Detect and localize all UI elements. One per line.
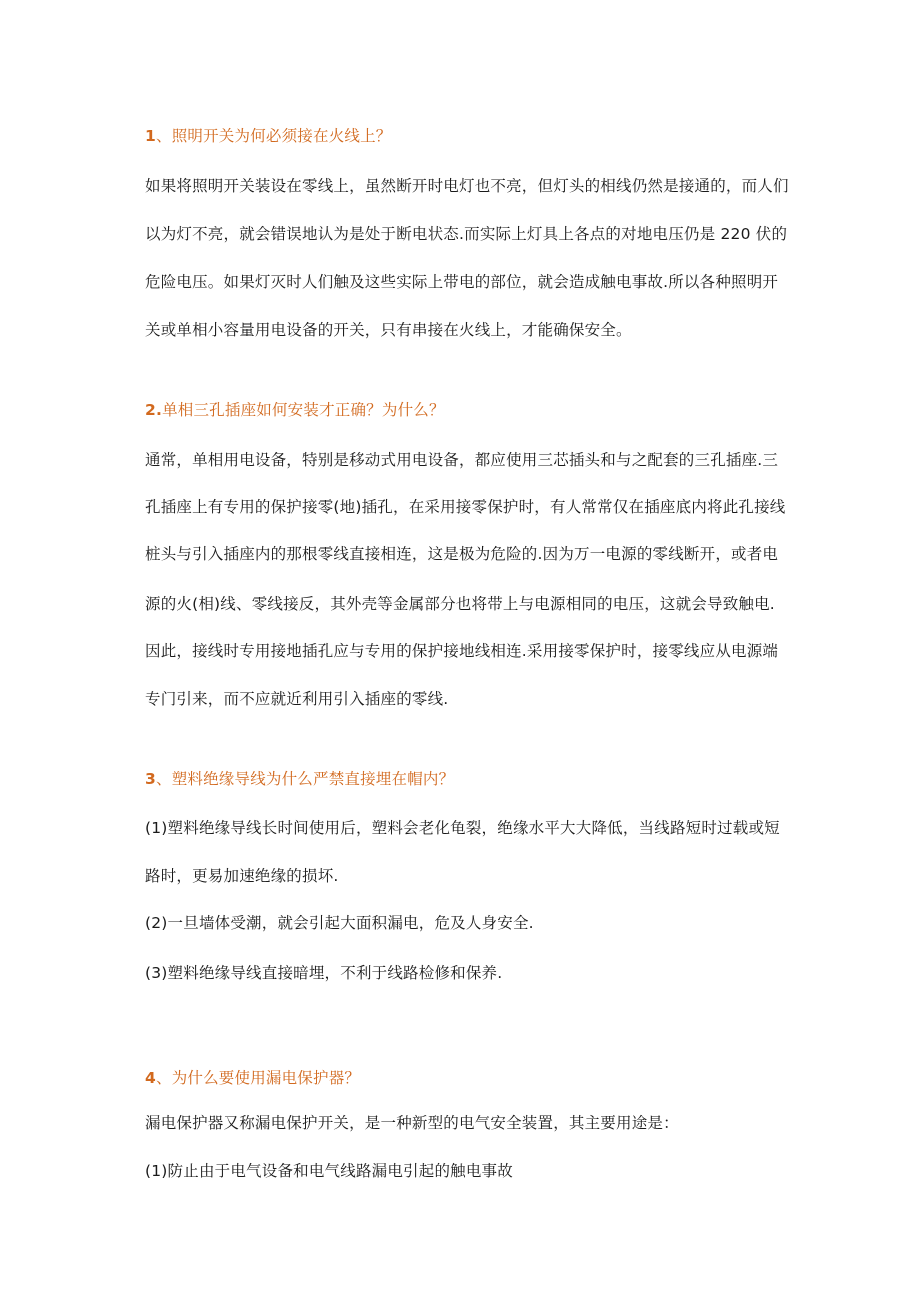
section-4-line-1: 漏电保护器又称漏电保护开关，是一种新型的电气安全装置，其主要用途是： (145, 1114, 679, 1132)
section-4-number: 4 (145, 1069, 156, 1087)
section-1-line-4: 关或单相小容量用电设备的开关，只有串接在火线上，才能确保安全。 (145, 321, 632, 339)
section-2-line-4: 源的火(相)线、零线接反，其外壳等金属部分也将带上与电源相同的电压，这就会导致触电. (145, 595, 775, 613)
section-3-title: 、塑料绝缘导线为什么严禁直接埋在帽内？ (156, 770, 455, 788)
section-4-title: 、为什么要使用漏电保护器？ (156, 1069, 361, 1087)
section-2-line-5: 因此，接线时专用接地插孔应与专用的保护接地线相连.采用接零保护时，接零线应从电源端 (145, 642, 779, 660)
section-3-line-4: (3)塑料绝缘导线直接暗埋，不利于线路检修和保养. (145, 964, 503, 982)
section-1-number: 1 (145, 127, 156, 145)
section-2-heading (145, 400, 785, 420)
section-2-line-2: 孔插座上有专用的保护接零(地)插孔，在采用接零保护时，有人常常仅在插座底内将此孔接线 (145, 498, 786, 516)
section-3-line-2: 路时，更易加速绝缘的损坏. (145, 867, 339, 885)
section-2-line-6: 专门引来，而不应就近利用引入插座的零线. (145, 690, 449, 708)
section-1-line-2: 以为灯不亮，就会错误地认为是处于断电状态.而实际上灯具上各点的对地电压仍是 220 伏的 (145, 225, 788, 243)
section-1-heading (145, 126, 785, 146)
section-1-line-3: 危险电压。如果灯灭时人们触及这些实际上带电的部位，就会造成触电事故.所以各种照明开 (145, 273, 779, 291)
section-3-number: 3 (145, 770, 156, 788)
section-2-number: 2. (145, 401, 163, 419)
section-2-title: 单相三孔插座如何安装才正确？为什么？ (162, 401, 445, 419)
section-2-line-3: 桩头与引入插座内的那根零线直接相连，这是极为危险的.因为万一电源的零线断开，或者电 (145, 545, 779, 563)
section-1-line-1: 如果将照明开关装设在零线上，虽然断开时电灯也不亮，但灯头的相线仍然是接通的，而人们 (145, 177, 789, 195)
section-3-heading (145, 769, 785, 789)
section-3-line-3: (2)一旦墙体受潮，就会引起大面积漏电，危及人身安全. (145, 914, 534, 932)
section-3-line-1: (1)塑料绝缘导线长时间使用后，塑料会老化龟裂，绝缘水平大大降低，当线路短时过载或短 (145, 819, 780, 837)
section-2-line-1: 通常，单相用电设备，特别是移动式用电设备，都应使用三芯插头和与之配套的三孔插座.三 (145, 451, 779, 469)
section-1-title: 、照明开关为何必须接在火线上？ (156, 127, 392, 145)
section-4-line-2: (1)防止由于电气设备和电气线路漏电引起的触电事故 (145, 1162, 513, 1180)
section-4-heading (145, 1068, 785, 1088)
